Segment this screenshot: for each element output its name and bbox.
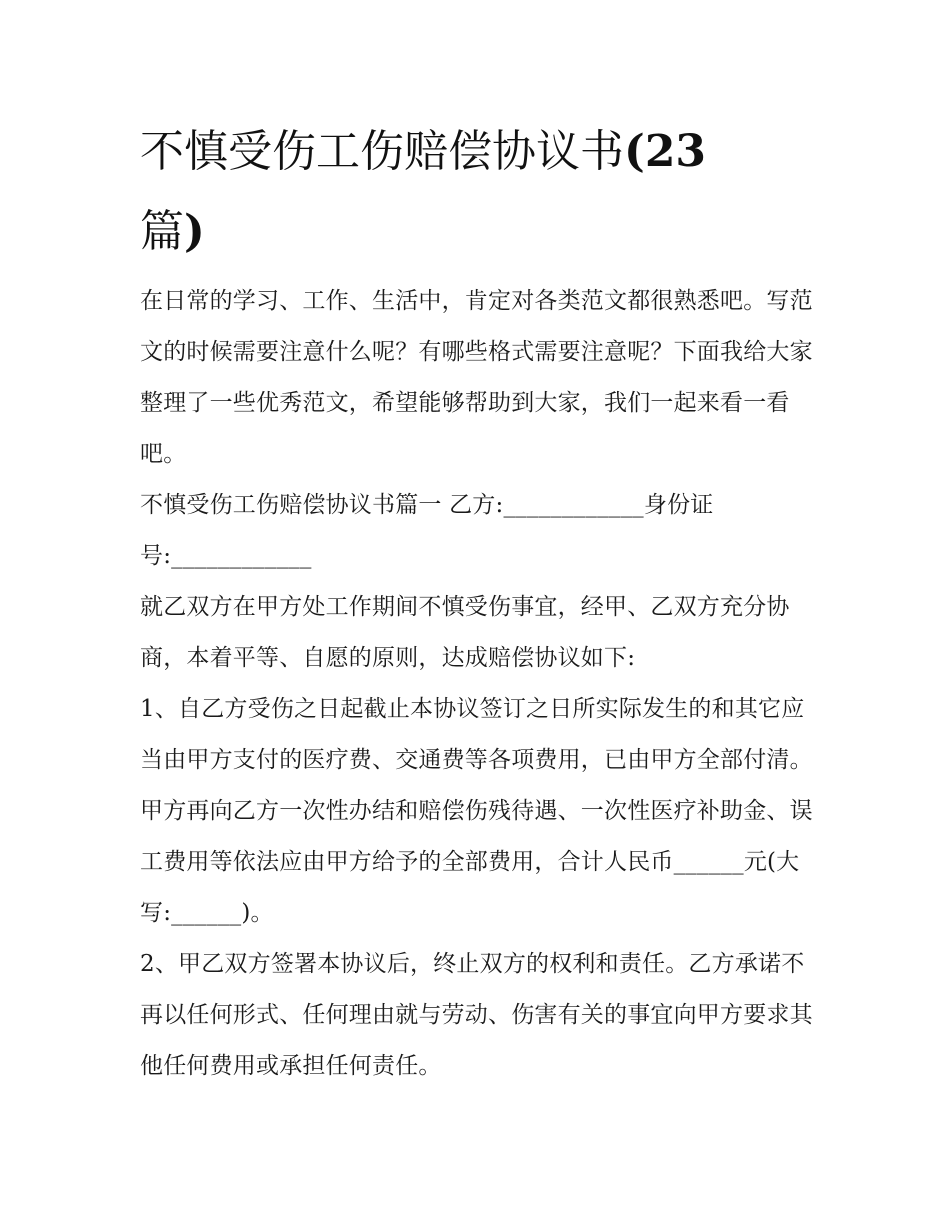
title-line2-paren: )	[184, 206, 205, 257]
section-heading: 不慎受伤工伤赔偿协议书篇一 乙方:	[140, 492, 504, 518]
amount-caps-blank: ______	[171, 900, 242, 926]
clause-1-text: 1、自乙方受伤之日起截止本协议签订之日所实际发生的和其它应当由甲方支付的医疗费、交通费等各项费用，已由甲方全部付清。甲方再向乙方一次性办结和赔偿伤残待遇、一次性医疗补助金、误工费用等依法应由甲方给予的全部费用，合计人民币	[140, 696, 813, 875]
title-count: (23	[624, 126, 707, 177]
intro-paragraph: 在日常的学习、工作、生活中，肯定对各类范文都很熟悉吧。写范文的时候需要注意什么呢？有哪些格式需要注意呢？下面我给大家整理了一些优秀范文，希望能够帮助到大家，我们一起来看一看吧。	[140, 288, 813, 467]
title-main: 不慎受伤工伤赔偿协议书	[140, 126, 624, 177]
section-heading-line	[140, 480, 820, 582]
clause-1-mid: 元(大写:	[140, 849, 800, 926]
id-label: 身份证号:	[140, 492, 714, 569]
document-title	[140, 112, 840, 272]
clause-1	[140, 684, 820, 939]
clause-1-end: )。	[241, 900, 274, 926]
title-line2-char: 篇	[140, 206, 184, 257]
party-b-blank: ____________	[503, 492, 644, 518]
preamble-paragraph: 就乙双方在甲方处工作期间不慎受伤事宜，经甲、乙双方充分协商，本着平等、自愿的原则，达成赔偿协议如下:	[140, 594, 790, 671]
document-body	[140, 276, 820, 1092]
id-blank: ____________	[171, 543, 312, 569]
clause-2: 2、甲乙双方签署本协议后，终止双方的权利和责任。乙方承诺不再以任何形式、任何理由就与劳动、伤害有关的事宜向甲方要求其他任何费用或承担任何责任。	[140, 951, 813, 1079]
amount-blank: ______	[673, 849, 744, 875]
